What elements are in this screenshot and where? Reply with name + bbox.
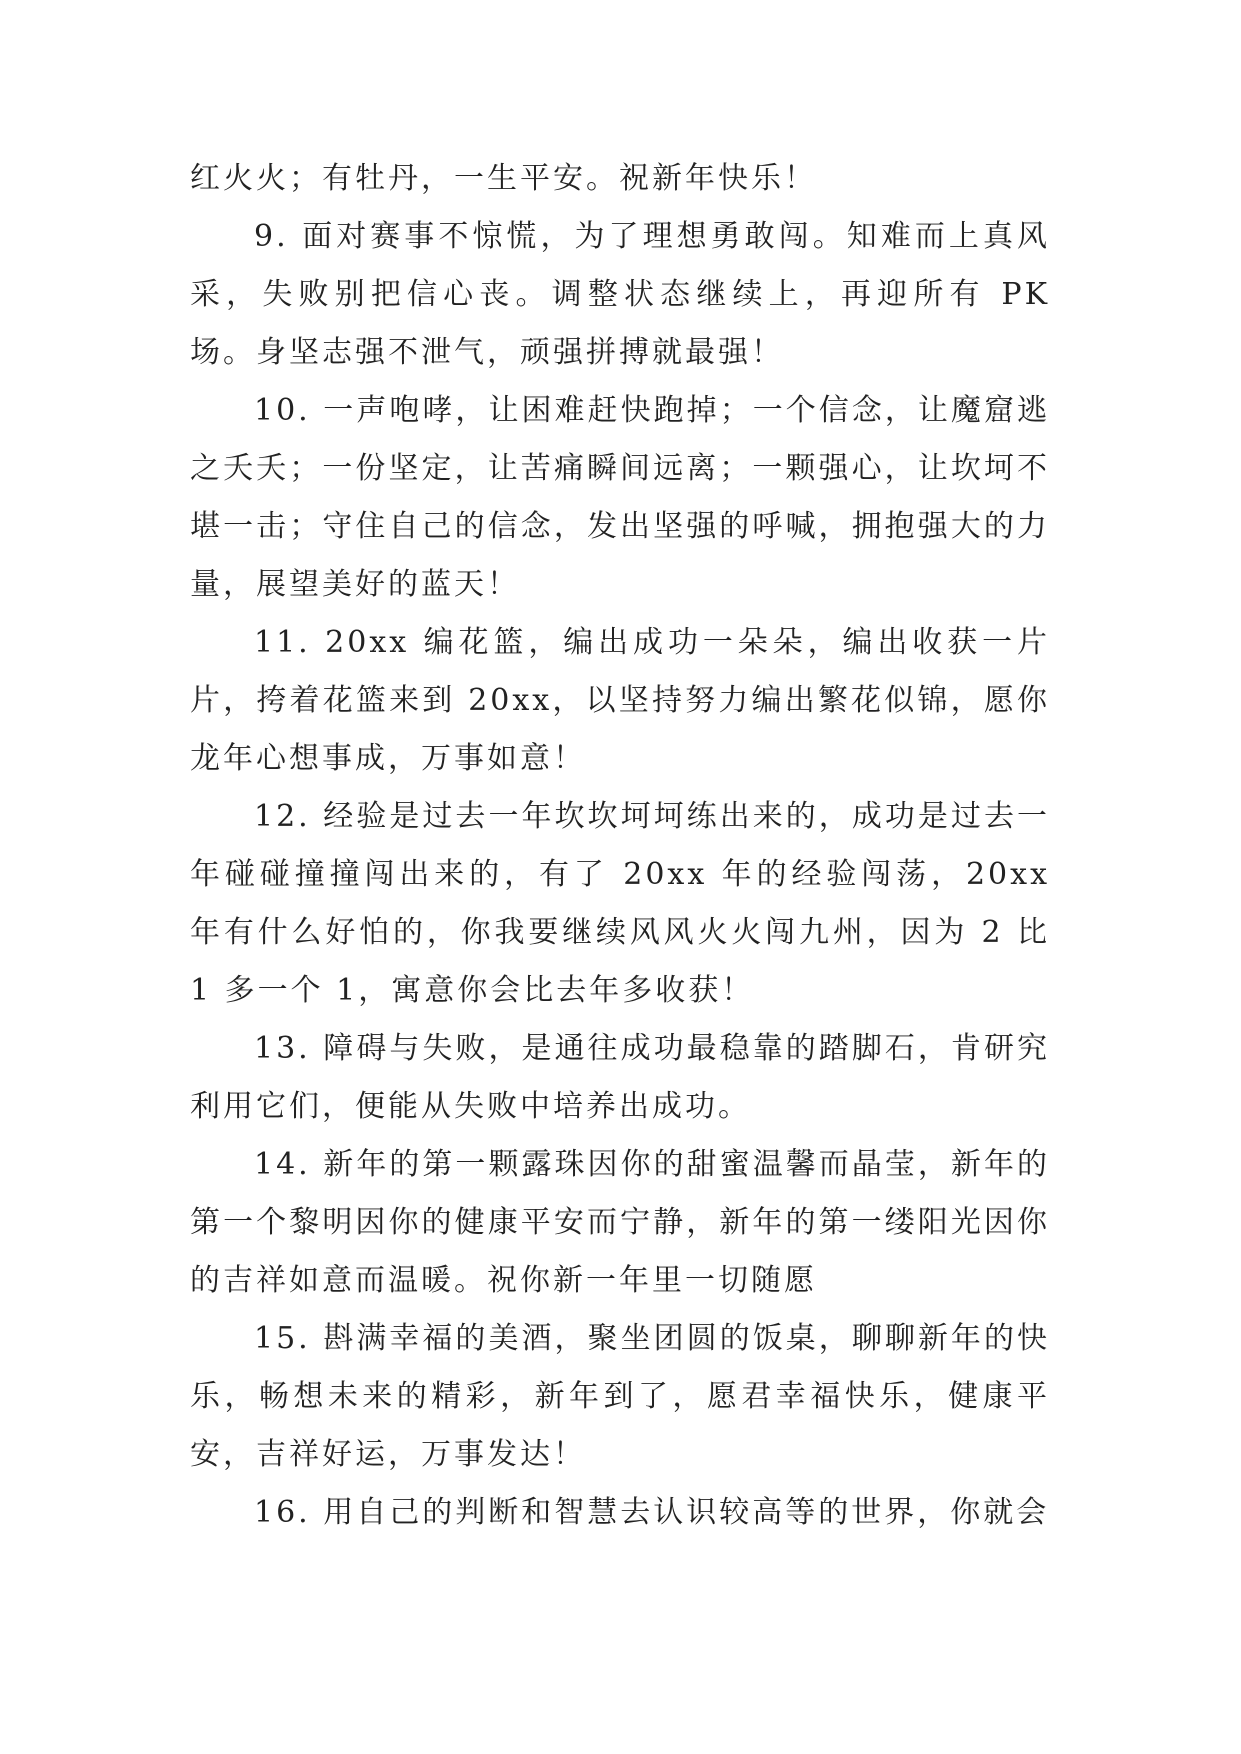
paragraph-item-14: 14. 新年的第一颗露珠因你的甜蜜温馨而晶莹，新年的第一个黎明因你的健康平安而宁静，新年的第一缕阳光因你的吉祥如意而温暖。祝你新一年里一切随愿 (190, 1147, 1050, 1298)
paragraph-item-16: 16. 用自己的判断和智慧去认识较高等的世界，你就会 (254, 1495, 1050, 1530)
document-body (190, 150, 1050, 1542)
paragraph-item-11: 11. 20xx 编花篮，编出成功一朵朵，编出收获一片片，挎着花篮来到 20xx，以坚持努力编出繁花似锦，愿你龙年心想事成，万事如意！ (190, 625, 1050, 776)
paragraph-continuation: 红火火；有牡丹，一生平安。祝新年快乐！ (190, 161, 817, 196)
paragraph-item-13: 13. 障碍与失败，是通往成功最稳靠的踏脚石，肯研究利用它们，便能从失败中培养出成功。 (190, 1031, 1050, 1124)
paragraph-item-10: 10. 一声咆哮，让困难赶快跑掉；一个信念，让魔窟逃之夭夭；一份坚定，让苦痛瞬间远离；一颗强心，让坎坷不堪一击；守住自己的信念，发出坚强的呼喊，拥抱强大的力量，展望美好的蓝天！ (190, 393, 1050, 602)
paragraph-item-12: 12. 经验是过去一年坎坎坷坷练出来的，成功是过去一年碰碰撞撞闯出来的，有了 20xx 年的经验闯荡，20xx 年有什么好怕的，你我要继续风风火火闯九州，因为 2 比 1 多一个 1，寓意你会比去年多收获！ (190, 799, 1050, 1008)
paragraph-item-9: 9. 面对赛事不惊慌，为了理想勇敢闯。知难而上真风采，失败别把信心丧。调整状态继续上，再迎所有 PK 场。身坚志强不泄气，顽强拼搏就最强！ (190, 219, 1050, 370)
paragraph-item-15: 15. 斟满幸福的美酒，聚坐团圆的饭桌，聊聊新年的快乐，畅想未来的精彩，新年到了，愿君幸福快乐，健康平安，吉祥好运，万事发达！ (190, 1321, 1050, 1472)
